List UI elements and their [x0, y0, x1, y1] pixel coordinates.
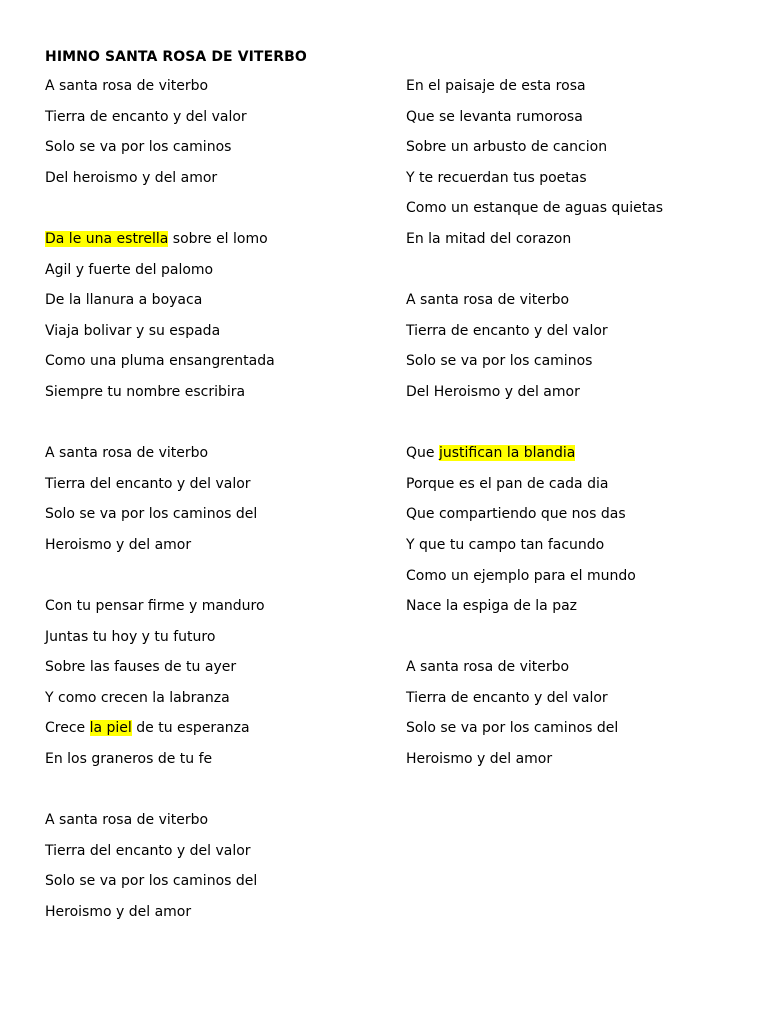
lyric-line	[406, 718, 746, 749]
lyric-text: sobre el lomo	[168, 230, 268, 247]
lyric-line	[45, 474, 385, 505]
lyric-line	[406, 688, 746, 719]
lyric-line	[406, 321, 746, 352]
lyric-line	[406, 107, 746, 138]
lyric-line	[45, 382, 385, 413]
lyric-text: En los graneros de tu fe	[45, 751, 213, 768]
lyric-line	[45, 841, 385, 872]
lyric-line	[406, 229, 746, 260]
lyric-text: Solo se va por los caminos del	[406, 720, 619, 737]
lyric-line	[406, 443, 746, 474]
lyric-line	[406, 76, 746, 107]
stanza-gap	[45, 413, 385, 444]
page-title: HIMNO SANTA ROSA DE VITERBO	[45, 49, 307, 65]
lyric-line	[45, 351, 385, 382]
lyric-text: Solo se va por los caminos del	[45, 873, 258, 890]
lyric-line	[45, 627, 385, 658]
left-column	[45, 76, 385, 933]
lyric-text: Y como crecen la labranza	[45, 689, 230, 706]
lyric-text: Como un ejemplo para el mundo	[406, 567, 636, 584]
lyric-line	[45, 443, 385, 474]
highlighted-text: Da le una estrella	[45, 230, 169, 247]
lyric-text: Tierra de encanto y del valor	[45, 108, 247, 125]
lyric-text: Siempre tu nombre escribira	[45, 383, 246, 400]
lyric-text: Y te recuerdan tus poetas	[406, 169, 587, 186]
lyric-line	[45, 718, 385, 749]
right-column	[406, 76, 746, 780]
lyric-text: Del Heroismo y del amor	[406, 383, 580, 400]
stanza-gap	[406, 413, 746, 444]
lyric-line	[45, 260, 385, 291]
lyric-line	[45, 902, 385, 933]
lyric-line	[406, 657, 746, 688]
lyric-text: A santa rosa de viterbo	[406, 659, 570, 676]
lyric-line	[45, 504, 385, 535]
lyric-line	[406, 290, 746, 321]
lyric-text: Como una pluma ensangrentada	[45, 353, 275, 370]
lyric-line	[45, 168, 385, 199]
lyric-line	[406, 137, 746, 168]
lyric-text: A santa rosa de viterbo	[45, 812, 209, 829]
lyric-text: Solo se va por los caminos del	[45, 506, 258, 523]
lyric-text: Crece	[45, 720, 90, 737]
lyric-line	[45, 321, 385, 352]
stanza-gap	[406, 260, 746, 291]
lyric-text: Tierra de encanto y del valor	[406, 689, 608, 706]
lyric-line	[406, 535, 746, 566]
lyric-line	[406, 168, 746, 199]
lyric-line	[406, 474, 746, 505]
lyric-line	[406, 504, 746, 535]
lyric-text: A santa rosa de viterbo	[45, 445, 209, 462]
lyric-line	[406, 749, 746, 780]
lyric-text: Tierra del encanto y del valor	[45, 842, 251, 859]
lyric-line	[45, 688, 385, 719]
lyric-line	[45, 810, 385, 841]
lyric-text: Heroismo y del amor	[45, 904, 192, 921]
lyric-text: En la mitad del corazon	[406, 230, 572, 247]
lyric-text: Sobre las fauses de tu ayer	[45, 659, 237, 676]
lyric-text: De la llanura a boyaca	[45, 292, 203, 309]
stanza-gap	[45, 198, 385, 229]
highlighted-text: la piel	[89, 720, 132, 737]
highlighted-text: justifican la blandia	[438, 445, 576, 462]
lyric-line	[406, 566, 746, 597]
lyric-line	[45, 290, 385, 321]
lyric-line	[45, 596, 385, 627]
lyric-line	[406, 596, 746, 627]
lyric-line	[45, 535, 385, 566]
lyric-line	[45, 107, 385, 138]
lyric-text: de tu esperanza	[131, 720, 250, 737]
lyric-text: Agil y fuerte del palomo	[45, 261, 214, 278]
lyric-text: Nace la espiga de la paz	[406, 598, 578, 615]
lyric-text: Tierra del encanto y del valor	[45, 475, 251, 492]
stanza-gap	[45, 780, 385, 811]
lyric-text: Solo se va por los caminos	[406, 353, 593, 370]
lyric-line	[45, 76, 385, 107]
lyric-line	[406, 382, 746, 413]
lyric-text: Sobre un arbusto de cancion	[406, 139, 608, 156]
lyric-line	[45, 657, 385, 688]
lyric-text: Tierra de encanto y del valor	[406, 322, 608, 339]
lyric-text: Que se levanta rumorosa	[406, 108, 583, 125]
lyric-text: A santa rosa de viterbo	[45, 78, 209, 94]
lyric-text: Solo se va por los caminos	[45, 139, 232, 156]
lyric-text: A santa rosa de viterbo	[406, 292, 570, 309]
lyric-line	[45, 871, 385, 902]
lyric-text: Como un estanque de aguas quietas	[406, 200, 664, 217]
lyric-line	[406, 351, 746, 382]
lyric-text: Porque es el pan de cada dia	[406, 475, 609, 492]
lyric-line	[45, 229, 385, 260]
lyric-text: Viaja bolivar y su espada	[45, 322, 221, 339]
lyric-text: Heroismo y del amor	[45, 536, 192, 553]
lyric-text: En el paisaje de esta rosa	[406, 78, 586, 94]
stanza-gap	[45, 566, 385, 597]
lyric-text: Del heroismo y del amor	[45, 169, 218, 186]
lyric-line	[45, 749, 385, 780]
stanza-gap	[406, 627, 746, 658]
lyric-line	[45, 137, 385, 168]
lyric-text: Juntas tu hoy y tu futuro	[45, 628, 216, 645]
lyric-text: Que compartiendo que nos das	[406, 506, 626, 523]
lyric-text: Que	[406, 445, 439, 462]
lyric-text: Y que tu campo tan facundo	[406, 536, 605, 553]
lyric-text: Heroismo y del amor	[406, 751, 553, 768]
lyric-line	[406, 198, 746, 229]
lyric-text: Con tu pensar firme y manduro	[45, 598, 265, 615]
